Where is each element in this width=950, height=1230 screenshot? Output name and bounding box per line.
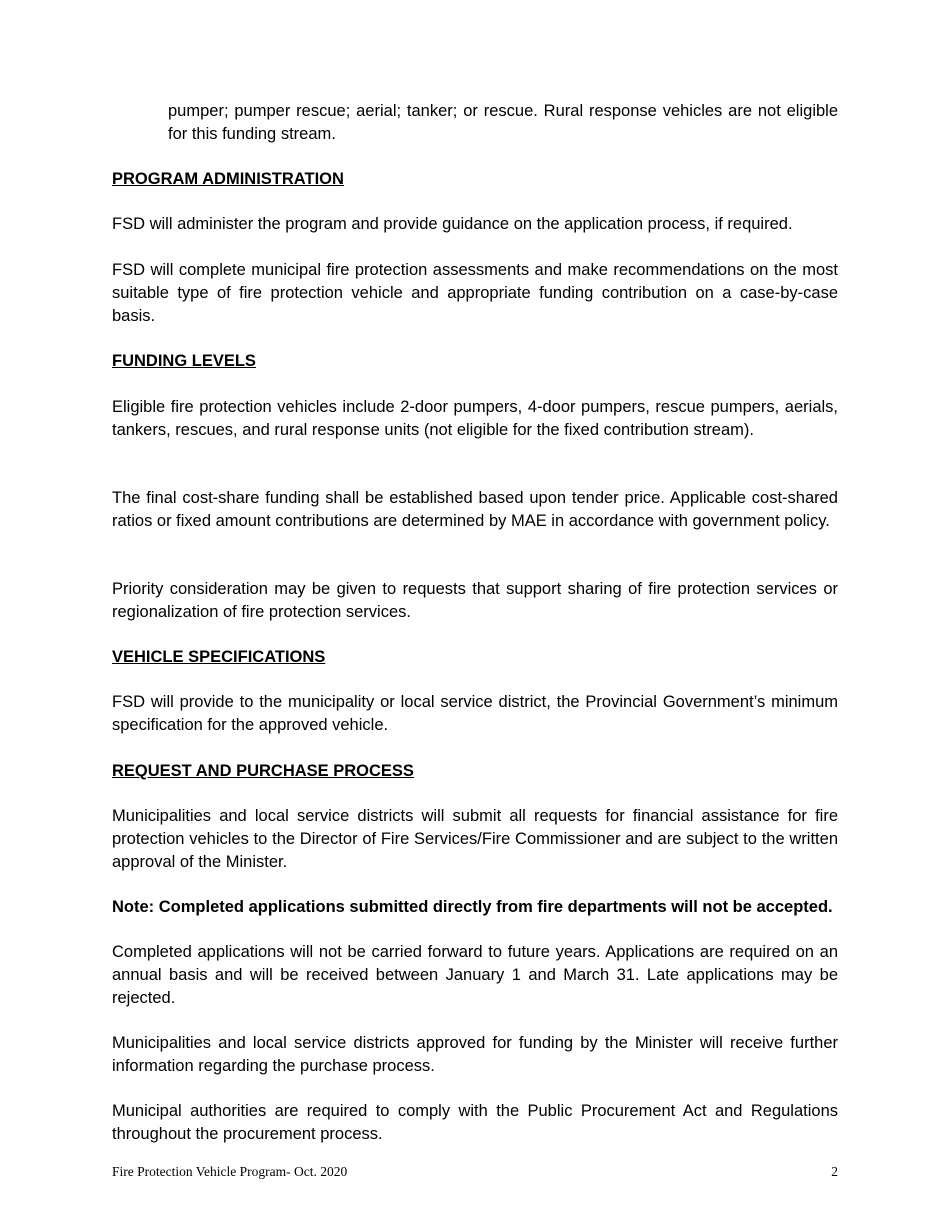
funding-levels-paragraph-3: Priority consideration may be given to requests that support sharing of fire protection services or regionalization of fire protection services. xyxy=(112,580,838,621)
funding-levels-paragraph-1: Eligible fire protection vehicles include 2-door pumpers, 4-door pumpers, rescue pumpers, aerials, tankers, rescues, and rural response units (not eligible for the fixed contribution stream). xyxy=(112,398,838,439)
footer-page-number: 2 xyxy=(831,1164,838,1179)
program-administration-paragraph-1: FSD will administer the program and provide guidance on the application process, if required. xyxy=(112,215,793,233)
request-purchase-paragraph-3: Municipalities and local service districts approved for funding by the Minister will receive further information regarding the purchase process. xyxy=(112,1034,838,1075)
vehicle-specifications-heading: VEHICLE SPECIFICATIONS xyxy=(112,648,326,666)
funding-levels-paragraph-2: The final cost-share funding shall be established based upon tender price. Applicable cost-shared ratios or fixed amount contributions are determined by MAE in accordance with government policy. xyxy=(112,489,838,530)
program-administration-paragraph-2: FSD will complete municipal fire protection assessments and make recommendations on the most suitable type of fire protection vehicle and appropriate funding contribution on a case-by-case basis. xyxy=(112,261,838,325)
note-statement: Note: Completed applications submitted directly from fire departments will not be accepted. xyxy=(112,898,833,916)
program-administration-heading: PROGRAM ADMINISTRATION xyxy=(112,170,344,188)
request-purchase-paragraph-4: Municipal authorities are required to comply with the Public Procurement Act and Regulations throughout the procurement process. xyxy=(112,1102,838,1143)
continuation-paragraph: pumper; pumper rescue; aerial; tanker; or rescue. Rural response vehicles are not eligible for this funding stream. xyxy=(168,102,838,143)
request-purchase-paragraph-2: Completed applications will not be carried forward to future years. Applications are required on an annual basis and will be received between January 1 and March 31. Late applications may be rejected. xyxy=(112,943,838,1007)
request-purchase-paragraph-1: Municipalities and local service districts will submit all requests for financial assistance for fire protection vehicles to the Director of Fire Services/Fire Commissioner and are subject to the written approval of the Minister. xyxy=(112,807,838,871)
footer-title: Fire Protection Vehicle Program- Oct. 2020 xyxy=(112,1164,348,1179)
funding-levels-heading: FUNDING LEVELS xyxy=(112,352,256,370)
vehicle-specifications-paragraph: FSD will provide to the municipality or local service district, the Provincial Government’s minimum specification for the approved vehicle. xyxy=(112,693,838,734)
request-purchase-heading: REQUEST AND PURCHASE PROCESS xyxy=(112,762,414,780)
